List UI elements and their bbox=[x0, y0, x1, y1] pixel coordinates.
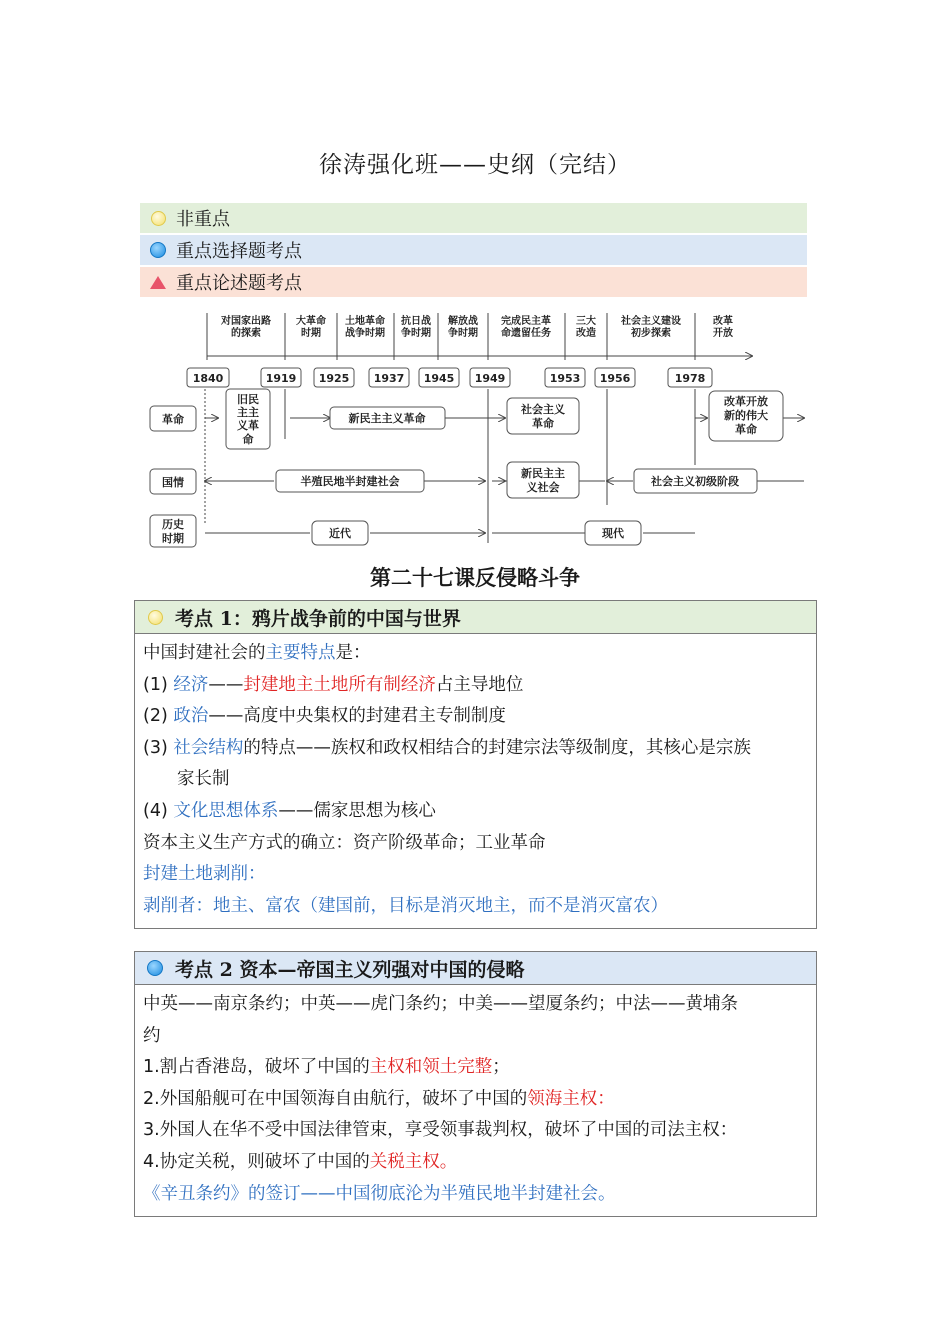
svg-text:时期: 时期 bbox=[162, 532, 184, 545]
text-line: 中英——南京条约；中英——虎门条约；中美——望厦条约；中法——黄埔条 bbox=[143, 994, 738, 1014]
section-heading-text: 考点 2 资本—帝国主义列强对中国的侵略 bbox=[175, 958, 525, 981]
reform-opening-box bbox=[709, 391, 783, 441]
text-line: 2.外国船舰可在中国领海自由航行，破坏了中国的领海主权： bbox=[143, 1088, 615, 1109]
text-line: 剥削者：地主、富农（建国前，目标是消灭地主，而不是消灭富农） bbox=[143, 895, 668, 916]
period-label: 战争时期 bbox=[345, 328, 385, 339]
year-box bbox=[595, 368, 635, 387]
year-box bbox=[187, 368, 229, 387]
text-line: (1) 经济——封建地主土地所有制经济占主导地位 bbox=[143, 674, 524, 695]
legend-non-key bbox=[140, 203, 807, 233]
text-line: (3) 社会结构的特点——族权和政权相结合的封建宗法等级制度，其核心是宗族 bbox=[143, 737, 751, 758]
period-label: 争时期 bbox=[448, 328, 478, 339]
year-box bbox=[668, 368, 712, 387]
text-line: 家长制 bbox=[177, 769, 230, 790]
svg-text:革命: 革命 bbox=[532, 417, 554, 430]
section-2-heading bbox=[135, 952, 816, 985]
modern-early-box bbox=[312, 521, 368, 545]
modern-now-box bbox=[585, 521, 641, 545]
period-label: 大革命 bbox=[296, 316, 326, 327]
svg-text:改革开放: 改革开放 bbox=[724, 395, 768, 408]
period-label: 土地革命 bbox=[345, 316, 385, 327]
svg-text:新民主主义革命: 新民主主义革命 bbox=[348, 412, 426, 425]
period-label: 社会主义建设 bbox=[621, 316, 681, 327]
svg-text:新民主主: 新民主主 bbox=[521, 467, 565, 480]
legend-label: 非重点 bbox=[176, 209, 230, 230]
semi-colonial-box bbox=[276, 470, 424, 492]
page-title: 徐涛强化班——史纲（完结） bbox=[319, 152, 631, 178]
new-democratic-society-box bbox=[507, 462, 579, 498]
svg-text:社会主义: 社会主义 bbox=[521, 403, 565, 416]
section-1-heading bbox=[135, 601, 816, 634]
red-triangle-icon bbox=[150, 276, 166, 289]
lesson-title: 第二十七课反侵略斗争 bbox=[370, 565, 580, 590]
text-line: 1.割占香港岛，破坏了中国的主权和领土完整； bbox=[143, 1057, 510, 1078]
period-label: 对国家出路 bbox=[221, 316, 271, 327]
period-label: 完成民主革 bbox=[501, 316, 551, 327]
svg-text:1953: 1953 bbox=[549, 372, 581, 385]
row-label-revolution bbox=[150, 406, 196, 431]
new-democratic-revolution-box bbox=[330, 407, 445, 429]
text-line: 约 bbox=[143, 1025, 161, 1046]
period-label: 争时期 bbox=[401, 328, 431, 339]
period-label: 抗日战 bbox=[401, 316, 431, 327]
svg-text:1949: 1949 bbox=[474, 372, 506, 385]
svg-text:义社会: 义社会 bbox=[526, 481, 560, 494]
text-line: 3.外国人在华不受中国法律管束，享受领事裁判权，破坏了中国的司法主权： bbox=[143, 1120, 738, 1141]
svg-text:命: 命 bbox=[242, 433, 254, 446]
legend-label: 重点选择题考点 bbox=[176, 241, 302, 262]
period-label: 三大 bbox=[576, 316, 596, 327]
primary-stage-box bbox=[634, 469, 757, 493]
section-heading-text: 考点 1：鸦片战争前的中国与世界 bbox=[175, 607, 461, 630]
text-line: 封建土地剥削： bbox=[143, 864, 266, 885]
svg-text:1978: 1978 bbox=[674, 372, 706, 385]
history-timeline-diagram bbox=[140, 305, 810, 550]
svg-text:半殖民地半封建社会: 半殖民地半封建社会 bbox=[300, 475, 400, 488]
svg-text:历史: 历史 bbox=[162, 518, 184, 531]
svg-text:义革: 义革 bbox=[237, 419, 259, 432]
period-label: 解放战 bbox=[448, 316, 478, 327]
svg-text:现代: 现代 bbox=[602, 527, 624, 540]
period-label: 命遗留任务 bbox=[501, 328, 551, 339]
svg-text:1956: 1956 bbox=[599, 372, 631, 385]
period-label: 初步探索 bbox=[631, 328, 671, 339]
svg-text:旧民: 旧民 bbox=[237, 393, 259, 406]
legend-key-choice bbox=[140, 235, 807, 265]
svg-text:社会主义初级阶段: 社会主义初级阶段 bbox=[651, 475, 739, 488]
text-line: 《辛丑条约》的签订——中国彻底沦为半殖民地半封建社会。 bbox=[143, 1183, 616, 1204]
text-line: 4.协定关税，则破坏了中国的关税主权。 bbox=[143, 1151, 458, 1172]
period-label: 开放 bbox=[713, 328, 733, 339]
blue-dot-icon bbox=[150, 242, 166, 258]
year-box bbox=[314, 368, 354, 387]
row-label-condition bbox=[150, 469, 196, 494]
period-label: 的探索 bbox=[231, 328, 261, 339]
text-line: (2) 政治——高度中央集权的封建君主专制制度 bbox=[143, 706, 506, 727]
svg-text:1945: 1945 bbox=[423, 372, 455, 385]
svg-text:1919: 1919 bbox=[265, 372, 297, 385]
svg-text:近代: 近代 bbox=[329, 527, 351, 540]
svg-text:1937: 1937 bbox=[373, 372, 405, 385]
legend-key-essay bbox=[140, 267, 807, 297]
year-box bbox=[419, 368, 459, 387]
svg-text:新的伟大: 新的伟大 bbox=[724, 409, 768, 422]
old-democratic-revolution-box bbox=[226, 389, 270, 449]
legend-label: 重点论述题考点 bbox=[176, 273, 302, 294]
period-label: 改革 bbox=[713, 316, 733, 327]
year-box bbox=[470, 368, 510, 387]
svg-text:革命: 革命 bbox=[162, 413, 184, 426]
socialist-revolution-box bbox=[507, 398, 579, 434]
yellow-dot-icon bbox=[151, 211, 166, 226]
year-box bbox=[545, 368, 585, 387]
svg-text:1925: 1925 bbox=[318, 372, 350, 385]
section-1-box bbox=[134, 600, 817, 929]
section-2-box bbox=[134, 951, 817, 1217]
text-line: 资本主义生产方式的确立：资产阶级革命；工业革命 bbox=[143, 832, 546, 853]
svg-text:1840: 1840 bbox=[192, 372, 224, 385]
year-box bbox=[369, 368, 409, 387]
section-2-body bbox=[135, 985, 816, 1216]
blue-dot-icon bbox=[147, 960, 163, 976]
svg-text:革命: 革命 bbox=[735, 423, 757, 436]
section-1-body bbox=[135, 634, 816, 928]
svg-text:国情: 国情 bbox=[162, 476, 184, 489]
text-line: 中国封建社会的主要特点是： bbox=[143, 643, 371, 663]
row-label-history bbox=[150, 515, 196, 547]
year-box bbox=[261, 368, 301, 387]
text-line: (4) 文化思想体系——儒家思想为核心 bbox=[143, 800, 436, 821]
yellow-dot-icon bbox=[148, 610, 163, 625]
svg-text:主主: 主主 bbox=[237, 406, 259, 419]
period-label: 改造 bbox=[576, 328, 596, 339]
period-label: 时期 bbox=[301, 328, 321, 339]
